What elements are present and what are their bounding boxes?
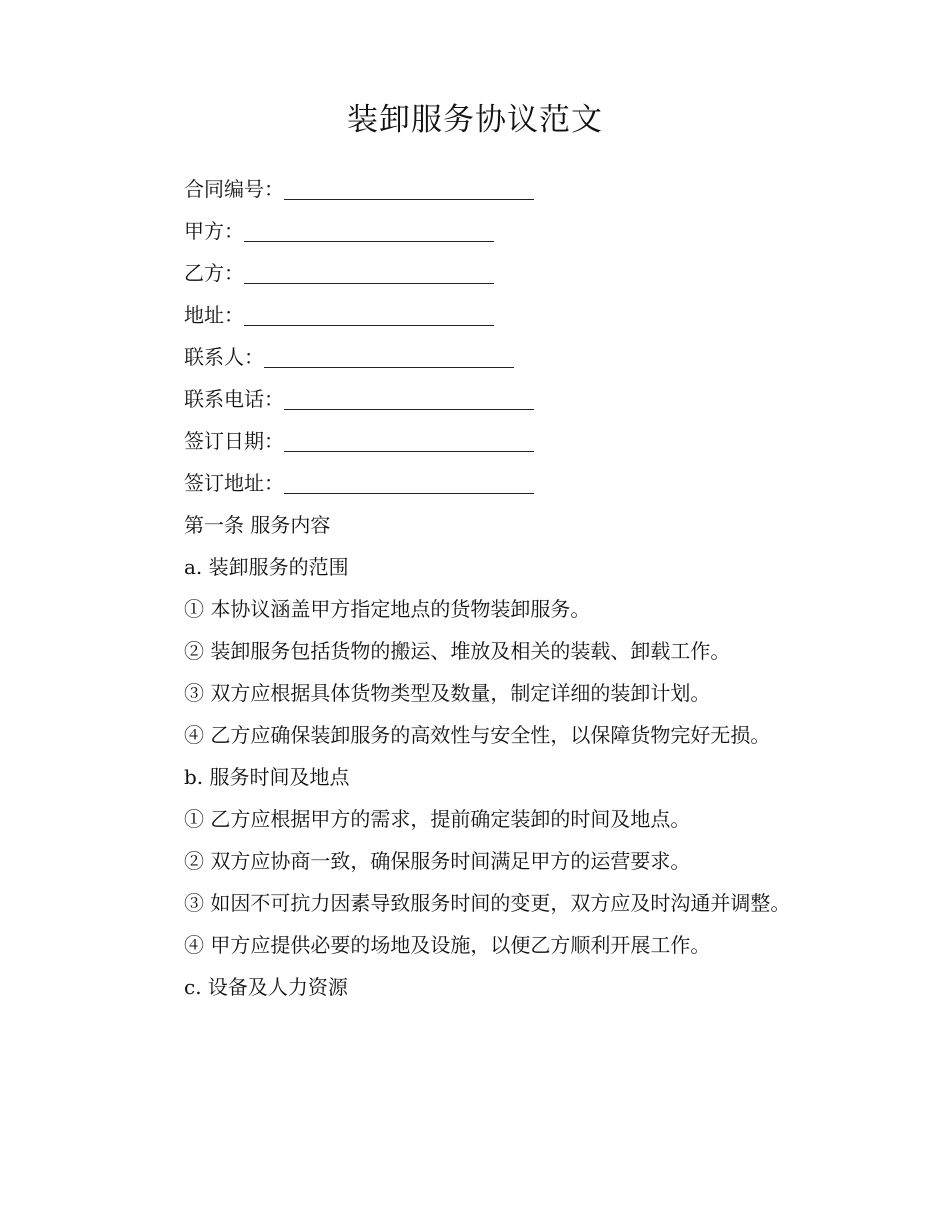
field-contact-phone: [141, 378, 816, 420]
field-label: 合同编号：: [184, 177, 284, 201]
section-b-item-2: ② 双方应协商一致，确保服务时间满足甲方的运营要求。: [184, 849, 691, 873]
section-a-heading: a. 装卸服务的范围: [184, 555, 349, 579]
field-label: 联系电话：: [184, 387, 284, 411]
field-label: 联系人：: [184, 345, 264, 369]
blank-line: [284, 175, 534, 200]
field-label: 乙方：: [184, 261, 244, 285]
field-party-b: [141, 252, 816, 294]
field-contact-person: [141, 336, 816, 378]
section-c-heading: c. 设备及人力资源: [184, 975, 348, 999]
blank-line: [244, 301, 494, 326]
article-heading: 第一条 服务内容: [184, 513, 331, 537]
section-a-item-3: ③ 双方应根据具体货物类型及数量，制定详细的装卸计划。: [184, 681, 711, 705]
section-b-item-4: ④ 甲方应提供必要的场地及设施，以便乙方顺利开展工作。: [184, 933, 711, 957]
section-a-item-4: ④ 乙方应确保装卸服务的高效性与安全性，以保障货物完好无损。: [184, 723, 771, 747]
blank-line: [284, 385, 534, 410]
section-b-item-3: ③ 如因不可抗力因素导致服务时间的变更，双方应及时沟通并调整。: [184, 891, 791, 915]
section-a-item-2: ② 装卸服务包括货物的搬运、堆放及相关的装载、卸载工作。: [184, 639, 731, 663]
field-contract-number: [141, 168, 816, 210]
field-label: 签订日期：: [184, 429, 284, 453]
field-signing-place: [141, 462, 816, 504]
blank-line: [264, 343, 514, 368]
field-signing-date: [141, 420, 816, 462]
field-address: [141, 294, 816, 336]
blank-line: [244, 217, 494, 242]
document-title: 装卸服务协议范文: [347, 102, 603, 138]
field-label: 签订地址：: [184, 471, 284, 495]
blank-line: [244, 259, 494, 284]
blank-line: [284, 469, 534, 494]
field-party-a: [141, 210, 816, 252]
section-b-item-1: ① 乙方应根据甲方的需求，提前确定装卸的时间及地点。: [184, 807, 691, 831]
section-b-heading: b. 服务时间及地点: [184, 765, 350, 789]
field-label: 甲方：: [184, 219, 244, 243]
field-label: 地址：: [184, 303, 244, 327]
section-a-item-1: ① 本协议涵盖甲方指定地点的货物装卸服务。: [184, 597, 591, 621]
document-body: [141, 168, 816, 1008]
blank-line: [284, 427, 534, 452]
